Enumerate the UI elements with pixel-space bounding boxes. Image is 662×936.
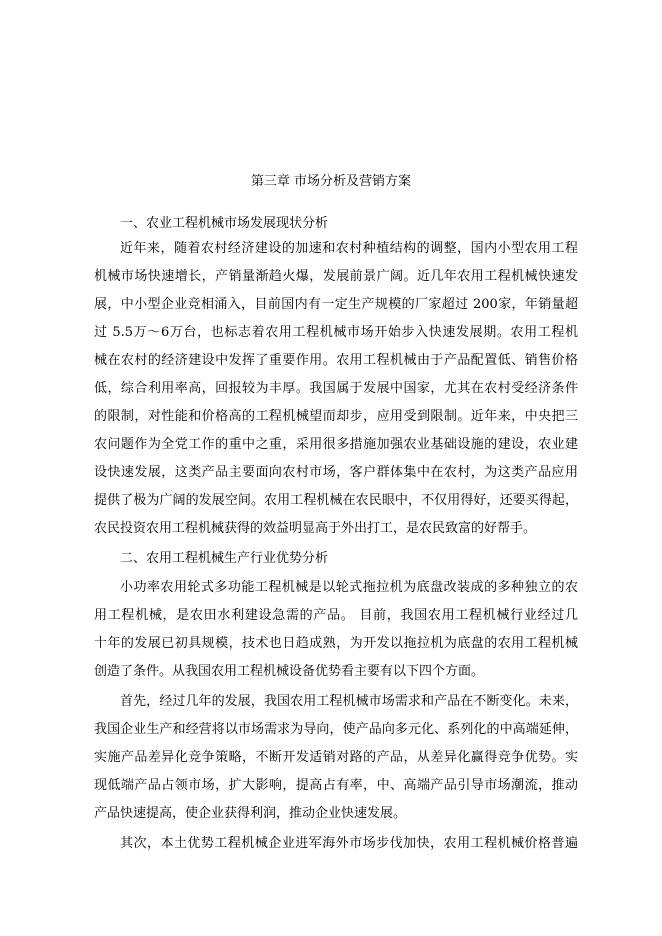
paragraph-line: 械在农村的经济建设中发挥了重要作用。农用工程机械由于产品配置低、销售价格 — [94, 353, 578, 368]
paragraph-line: 用工程机械，是农田水利建设急需的产品。 目前，我国农用工程机械行业经过几 — [94, 608, 578, 623]
paragraph-line: 的限制，对性能和价格高的工程机械望而却步，应用受到限制。近年来，中央把三 — [94, 409, 578, 424]
paragraph-line: 小功率农用轮式多功能工程机械是以轮式拖拉机为底盘改装成的多种独立的农 — [120, 580, 578, 595]
section-heading-1: 一、农业工程机械市场发展现状分析 — [120, 216, 329, 231]
paragraph-line: 产品快速提高，使企业获得利润，推动企业快速发展。 — [94, 806, 407, 821]
paragraph-line: 创造了条件。从我国农用工程机械设备优势看主要有以下四个方面。 — [94, 664, 485, 679]
paragraph-line: 展，中小型企业竞相涌入，目前国内有一定生产规模的厂家超过 200家，年销量超 — [94, 297, 578, 312]
paragraph-line: 其次，本土优势工程机械企业进军海外市场步伐加快，农用工程机械价格普遍 — [120, 836, 578, 851]
paragraph-line: 机械市场快速增长，产销量渐趋火爆，发展前景广阔。近几年农用工程机械快速发 — [94, 269, 578, 284]
paragraph-line: 我国企业生产和经营将以市场需求为导向，使产品向多元化、系列化的中高端延伸， — [94, 722, 578, 737]
paragraph-line: 提供了极为广阔的发展空间。农用工程机械在农民眼中，不仅用得好，还要买得起， — [94, 493, 578, 508]
paragraph-line: 首先，经过几年的发展，我国农用工程机械市场需求和产品在不断变化。未来， — [120, 694, 578, 709]
paragraph-line: 十年的发展已初具规模，技术也日趋成熟，为开发以拖拉机为底盘的农用工程机械 — [94, 636, 578, 651]
paragraph-line: 现低端产品占领市场，扩大影响，提高占有率，中、高端产品引导市场潮流，推动 — [94, 778, 578, 793]
paragraph-line: 农民投资农用工程机械获得的效益明显高于外出打工，是农民致富的好帮手。 — [94, 521, 537, 536]
paragraph-line: 农问题作为全党工作的重中之重，采用很多措施加强农业基础设施的建设，农业建 — [94, 437, 578, 452]
paragraph-line: 实施产品差异化竞争策略，不断开发适销对路的产品，从差异化赢得竞争优势。实 — [94, 750, 578, 765]
paragraph-line: 近年来，随着农村经济建设的加速和农村种植结构的调整，国内小型农用工程 — [120, 241, 578, 256]
paragraph-line: 过 5.5万～6万台，也标志着农用工程机械市场开始步入快速发展期。农用工程机 — [94, 325, 578, 340]
chapter-title: 第三章 市场分析及营销方案 — [250, 174, 412, 189]
section-heading-2: 二、农用工程机械生产行业优势分析 — [120, 551, 329, 566]
paragraph-line: 设快速发展，这类产品主要面向农村市场，客户群体集中在农村，为这类产品应用 — [94, 465, 578, 480]
paragraph-line: 低，综合利用率高，回报较为丰厚。我国属于发展中国家，尤其在农村受经济条件 — [94, 381, 578, 396]
